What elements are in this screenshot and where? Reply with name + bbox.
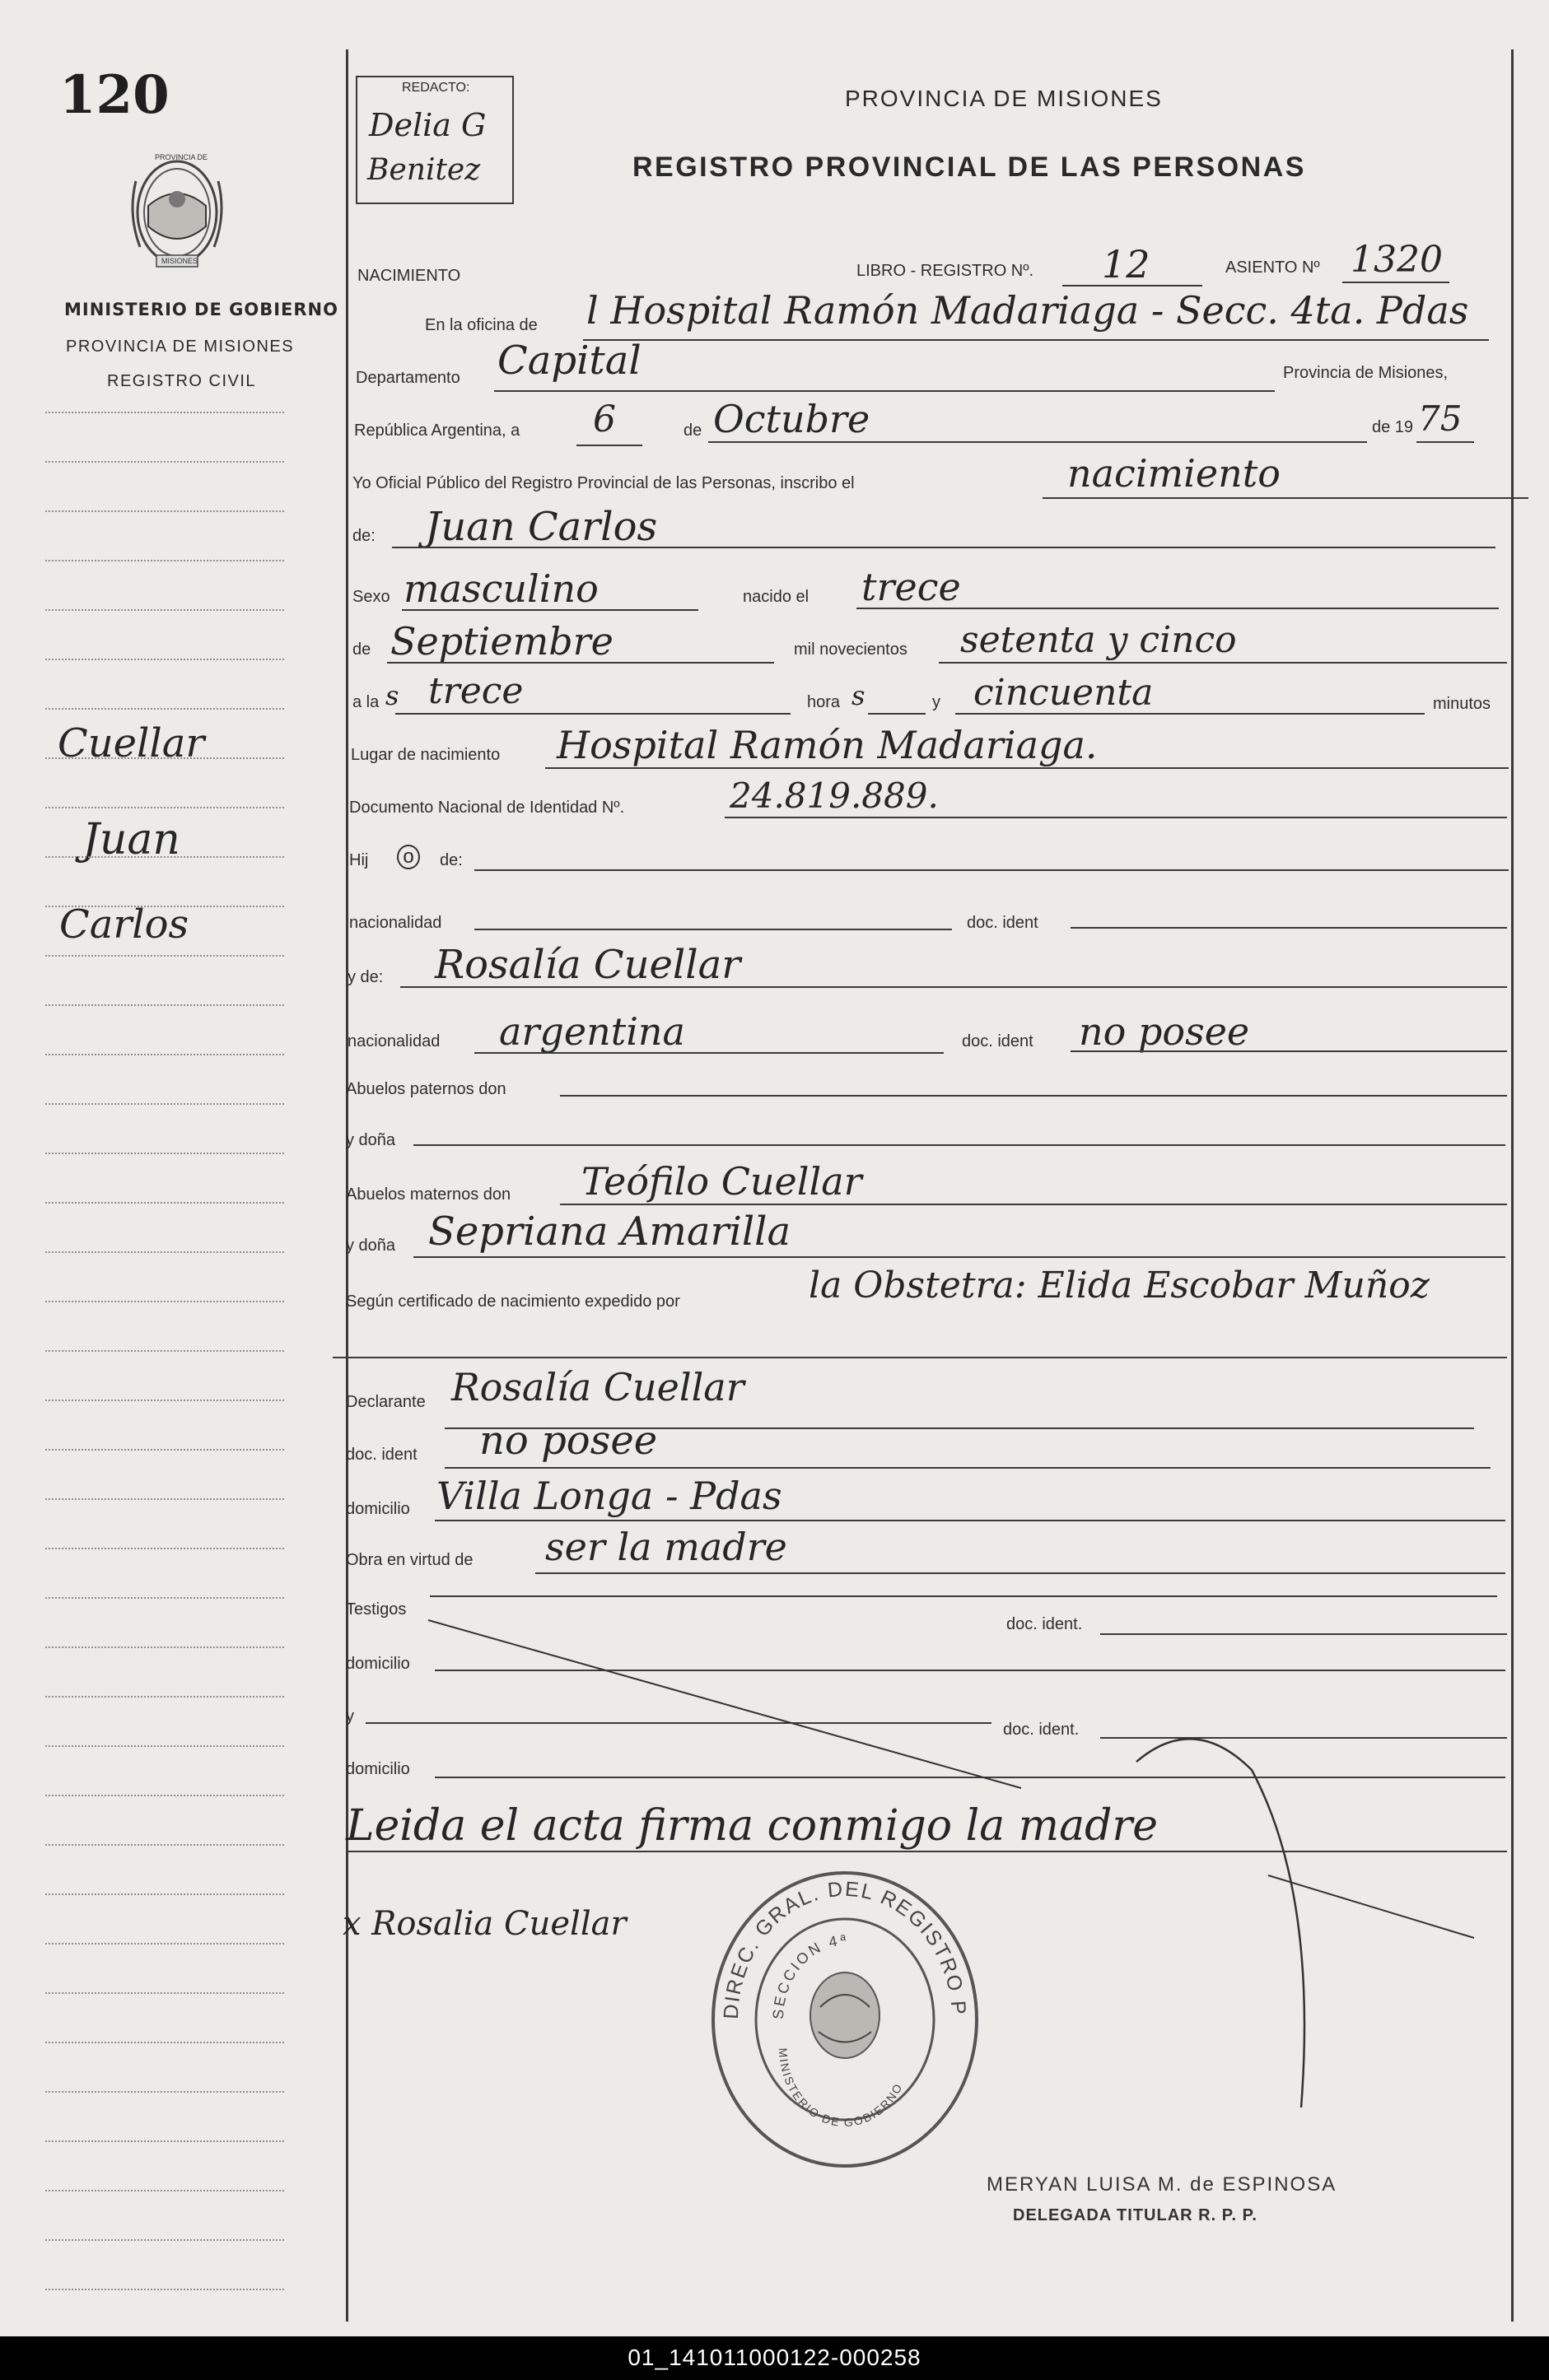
nombre-value: Juan Carlos bbox=[425, 504, 658, 550]
document-title: REGISTRO PROVINCIAL DE LAS PERSONAS bbox=[632, 151, 1306, 183]
doc-ident-1-label: doc. ident bbox=[967, 914, 1038, 932]
declarante-value: Rosalía Cuellar bbox=[451, 1365, 744, 1409]
anio-value: 75 bbox=[1418, 398, 1463, 439]
mes-nac-value: Septiembre bbox=[390, 619, 614, 664]
nacido-label: nacido el bbox=[743, 588, 809, 606]
redacto-line-1: Delia G bbox=[369, 107, 487, 143]
emblem-text-bottom: MISIONES bbox=[161, 257, 198, 265]
redacto-line-2: Benitez bbox=[367, 153, 481, 187]
margin-surname: Cuellar bbox=[58, 720, 205, 766]
y-de-label: y de: bbox=[348, 968, 384, 986]
obra-label: Obra en virtud de bbox=[346, 1551, 474, 1569]
y-dona-2-label: y doña bbox=[346, 1237, 396, 1255]
doc-ident-2-label: doc. ident bbox=[962, 1032, 1033, 1050]
doc-ident-3-value: no posee bbox=[479, 1418, 658, 1464]
margin-name-2: Carlos bbox=[59, 901, 189, 948]
domicilio-value: Villa Longa - Pdas bbox=[436, 1474, 782, 1518]
nacionalidad-2-value: argentina bbox=[499, 1009, 685, 1054]
hijo-de-label: de: bbox=[440, 851, 463, 869]
mil-label: mil novecientos bbox=[794, 640, 907, 659]
testigos-label: Testigos bbox=[346, 1600, 407, 1618]
seal-inner-text: SECCION 4ª bbox=[769, 1931, 849, 2020]
asiento-label: ASIENTO Nº bbox=[1225, 258, 1320, 277]
oficina-label: En la oficina de bbox=[425, 316, 538, 334]
registry-label: REGISTRO CIVIL bbox=[107, 372, 257, 390]
doc-ident-4-label: doc. ident. bbox=[1006, 1615, 1083, 1633]
de-label: de bbox=[684, 422, 702, 440]
departamento-value: Capital bbox=[497, 338, 642, 384]
libro-value: 12 bbox=[1102, 242, 1150, 286]
segun-label: Según certificado de nacimiento expedido por bbox=[346, 1292, 680, 1311]
departamento-label: Departamento bbox=[356, 369, 460, 387]
oficina-value: l Hospital Ramón Madariaga - Secc. 4ta. Pdas bbox=[586, 288, 1469, 333]
de3-label: de bbox=[352, 640, 371, 659]
libro-label: LIBRO - REGISTRO Nº. bbox=[856, 262, 1034, 280]
minutos-value: cincuenta bbox=[973, 672, 1154, 714]
dni-label: Documento Nacional de Identidad Nº. bbox=[349, 799, 625, 817]
registry-stamp-seal bbox=[705, 1867, 985, 2172]
nacido-value: trece bbox=[861, 565, 961, 609]
lugar-label: Lugar de nacimiento bbox=[351, 746, 501, 764]
nacionalidad-2-label: nacionalidad bbox=[348, 1032, 441, 1050]
y-label: y bbox=[932, 693, 940, 711]
doc-ident-3-label: doc. ident bbox=[346, 1446, 418, 1464]
officer-title: DELEGADA TITULAR R. P. P. bbox=[1013, 2206, 1257, 2224]
nacionalidad-1-label: nacionalidad bbox=[349, 914, 442, 932]
hora-value: trece bbox=[428, 670, 524, 712]
abuelos-maternos-value: Teófilo Cuellar bbox=[581, 1159, 862, 1204]
leida-acta-value: Leida el acta firma conmigo la madre bbox=[346, 1801, 1158, 1851]
record-type-label: NACIMIENTO bbox=[357, 267, 461, 285]
footer-bar bbox=[0, 2336, 1549, 2380]
domicilio-3-label: domicilio bbox=[346, 1760, 410, 1778]
inscribe-value: nacimiento bbox=[1067, 451, 1281, 496]
province-label: PROVINCIA DE MISIONES bbox=[66, 338, 295, 356]
header-province: PROVINCIA DE MISIONES bbox=[845, 86, 1163, 111]
lugar-value: Hospital Ramón Madariaga. bbox=[557, 723, 1098, 767]
y-2-label: y bbox=[346, 1707, 354, 1726]
doc-ident-2-value: no posee bbox=[1079, 1009, 1250, 1054]
doc-ident-5-label: doc. ident. bbox=[1003, 1721, 1080, 1739]
footer-id: 01_141011000122-000258 bbox=[628, 2345, 921, 2370]
asiento-value: 1320 bbox=[1351, 239, 1443, 281]
y-dona-1-label: y doña bbox=[346, 1131, 396, 1149]
declarante-label: Declarante bbox=[346, 1393, 426, 1411]
seal-icon bbox=[705, 1867, 985, 2172]
segun-value: la Obstetra: Elida Escobar Muñoz bbox=[809, 1265, 1430, 1306]
margin-name-1: Juan bbox=[82, 815, 180, 864]
abuela-materna-value: Sepriana Amarilla bbox=[428, 1209, 791, 1255]
seal-ring-text: DIREC. GRAL. DEL REGISTRO P bbox=[719, 1877, 971, 2020]
minutos-label: minutos bbox=[1433, 695, 1491, 713]
page-number: 120 bbox=[59, 64, 170, 126]
abuelos-maternos-label: Abuelos maternos don bbox=[346, 1185, 511, 1204]
horas-label: hora bbox=[807, 693, 841, 711]
emblem-text-top: PROVINCIA DE bbox=[155, 153, 208, 161]
madre-value: Rosalía Cuellar bbox=[435, 942, 741, 988]
dni-value: 24.819.889. bbox=[730, 775, 939, 816]
anio-label: de 19 bbox=[1372, 418, 1414, 436]
anio-nac-value: setenta y cinco bbox=[960, 619, 1237, 661]
alas-label: a la bbox=[352, 693, 380, 711]
provincia-label: Provincia de Misiones, bbox=[1283, 364, 1449, 382]
republica-label: República Argentina, a bbox=[354, 422, 520, 440]
ministry-label: MINISTERIO DE GOBIERNO bbox=[64, 300, 338, 319]
firma-madre-value: x Rosalia Cuellar bbox=[343, 1905, 627, 1943]
obra-value: ser la madre bbox=[545, 1525, 787, 1569]
domicilio-2-label: domicilio bbox=[346, 1655, 410, 1673]
hijo-label: Hij bbox=[349, 851, 369, 869]
dia-value: 6 bbox=[593, 398, 616, 440]
alas-suffix: s bbox=[385, 680, 399, 711]
horas-suffix: s bbox=[851, 680, 865, 711]
oficial-label: Yo Oficial Público del Registro Provincial de las Personas, inscribo el bbox=[352, 474, 855, 492]
sexo-label: Sexo bbox=[352, 588, 390, 606]
hijo-mark: o bbox=[397, 845, 420, 869]
seal-bottom-text: MINISTERIO DE GOBIERNO bbox=[776, 2047, 906, 2130]
sexo-value: masculino bbox=[404, 566, 599, 611]
officer-name: MERYAN LUISA M. de ESPINOSA bbox=[987, 2173, 1337, 2196]
domicilio-label: domicilio bbox=[346, 1500, 410, 1518]
de2-label: de: bbox=[352, 527, 376, 545]
redacto-label: REDACTO: bbox=[402, 81, 470, 95]
abuelos-paternos-label: Abuelos paternos don bbox=[346, 1080, 506, 1098]
mes-value: Octubre bbox=[713, 397, 870, 441]
svg-text:MINISTERIO DE GOBIERNO bbox=[777, 2047, 905, 2129]
